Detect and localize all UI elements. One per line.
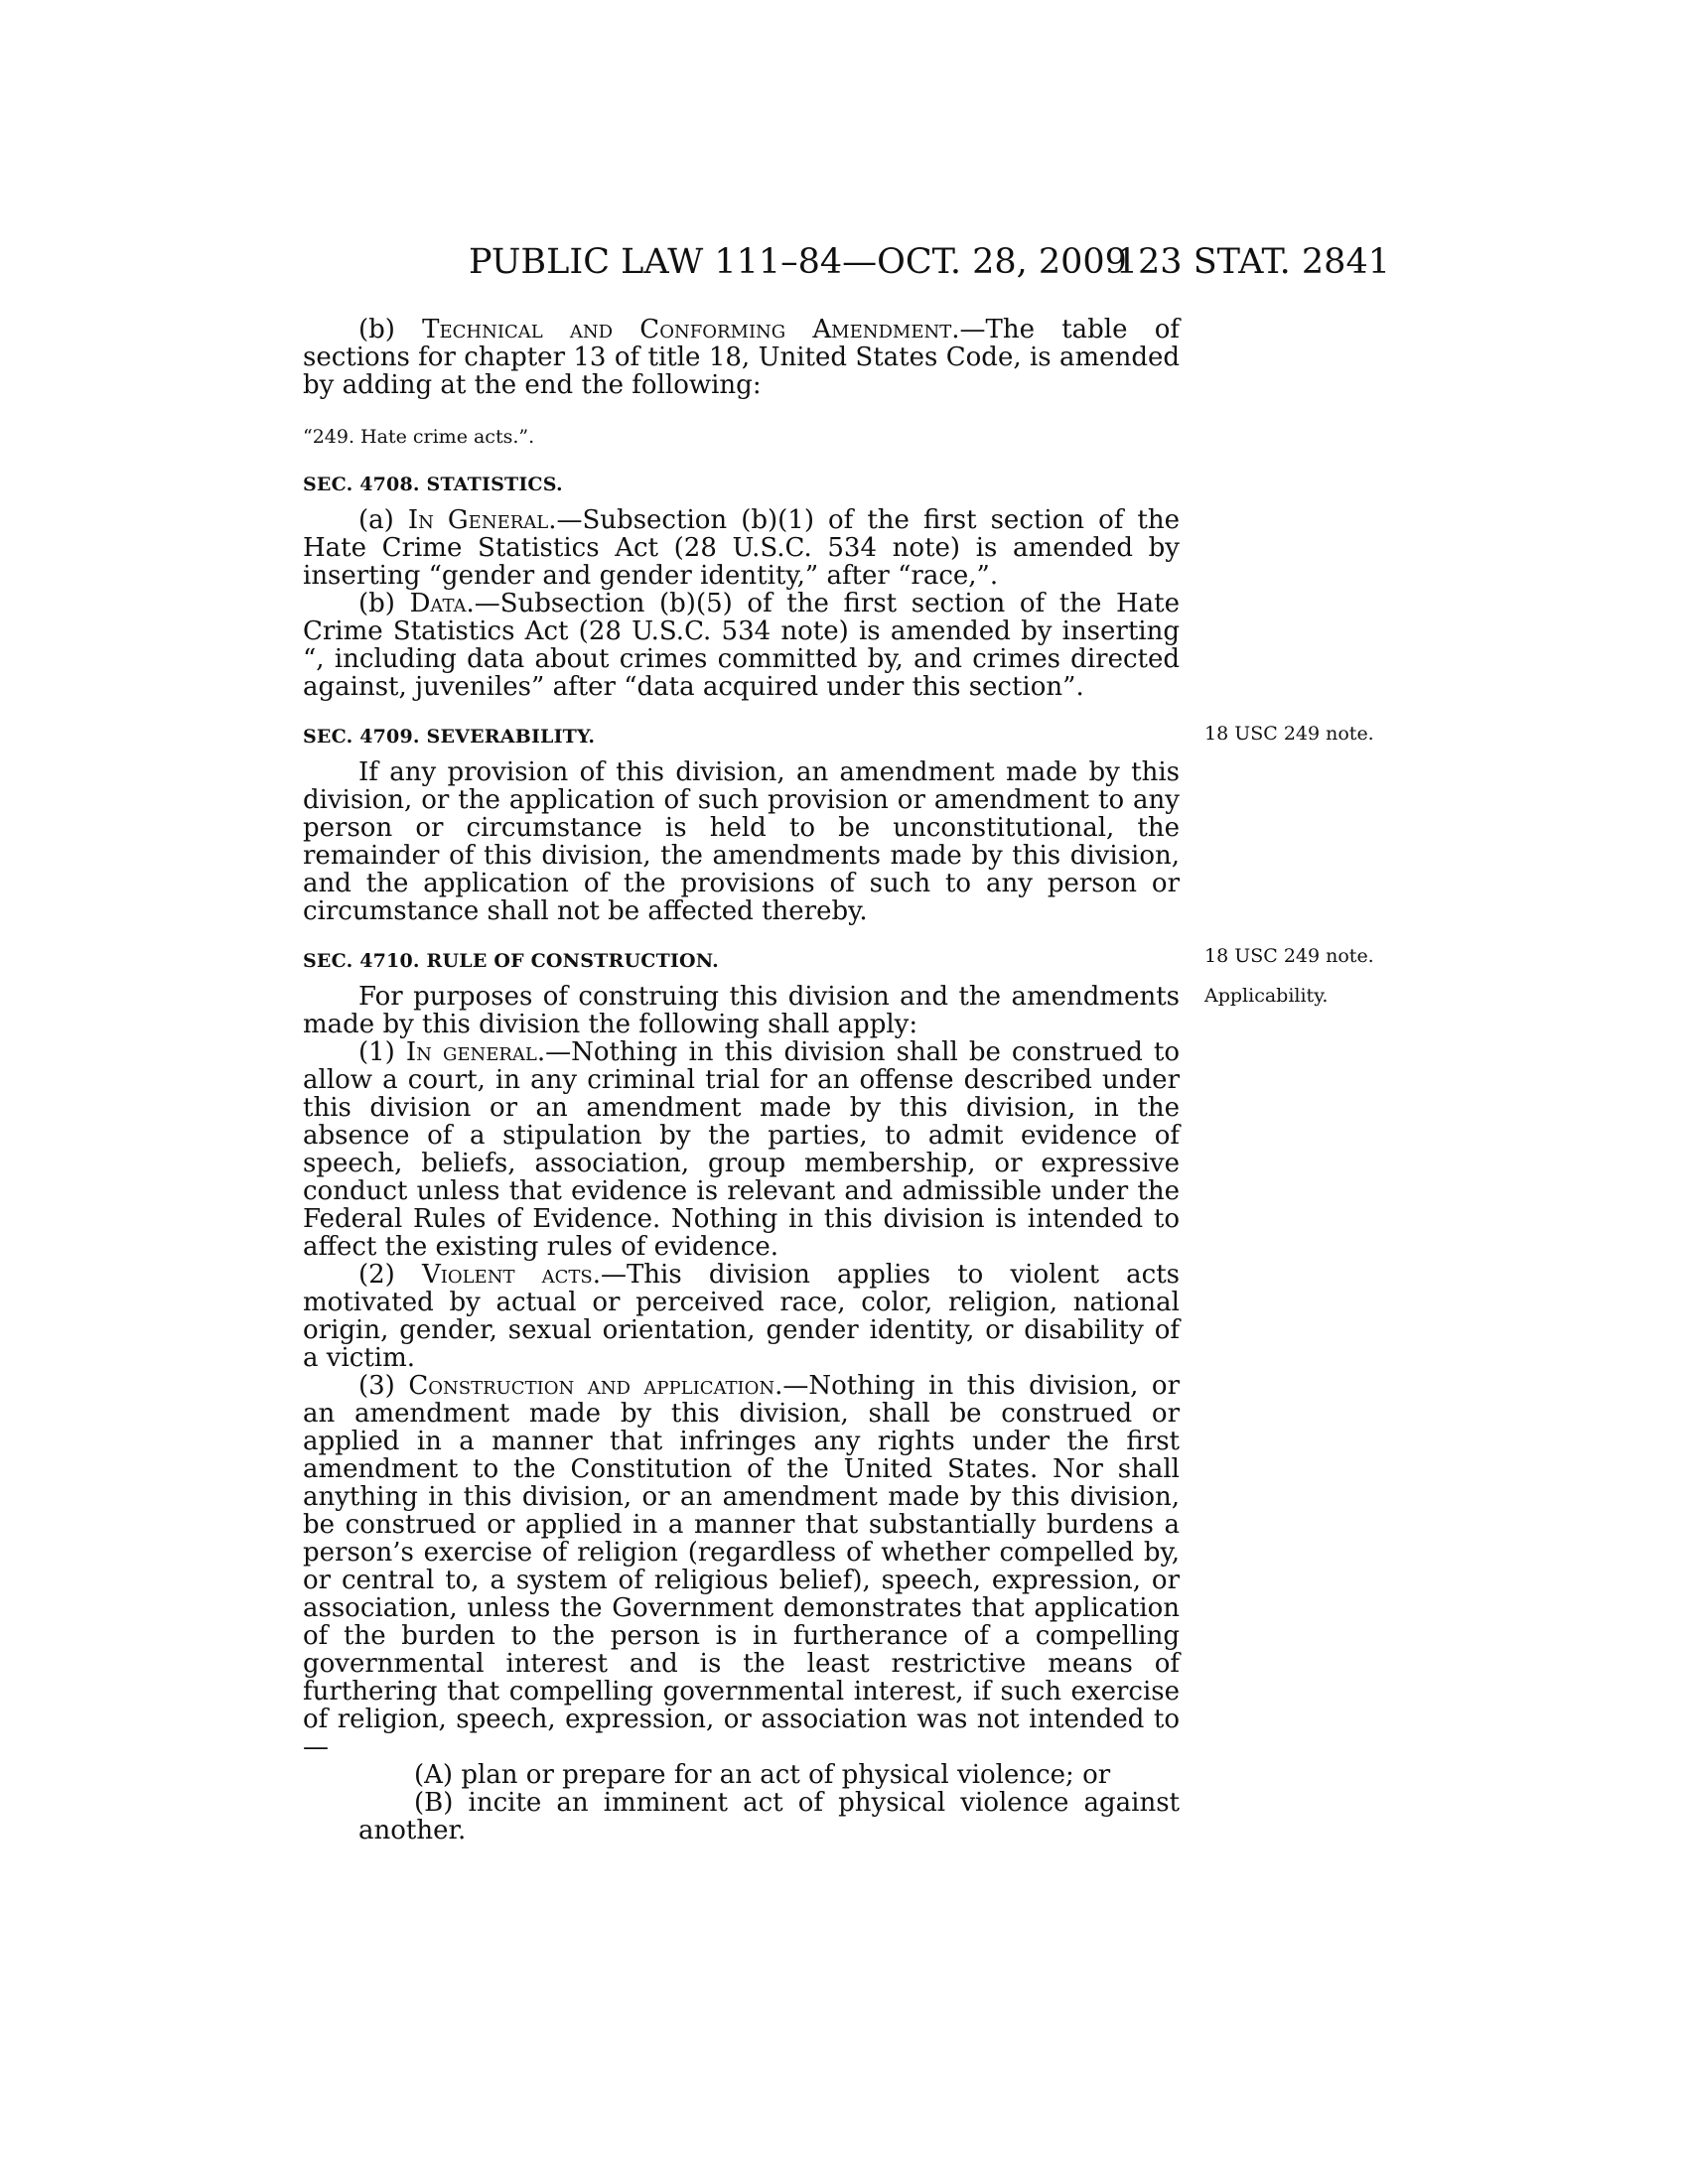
margin-note-4710-citation: 18 USC 249 note. [1204, 945, 1374, 967]
paragraph-heading: Violent acts [421, 1260, 593, 1290]
section-heading-4708: SEC. 4708. STATISTICS. [303, 474, 563, 495]
sec-4707-subsection-b [303, 316, 1180, 399]
spacer [303, 399, 1180, 425]
subsection-text: .—The table of sections for chapter 13 of title 18, United States Code, is amended by adding at the end the following: [303, 315, 1180, 400]
inserted-table-entry: “249. Hate crime acts.”. [303, 426, 535, 448]
paragraph-label: (2) [358, 1260, 422, 1290]
margin-note-4710-applicability: Applicability. [1204, 985, 1329, 1007]
sec-4709-text: If any provision of this division, an amendment made by this division, or the application of such provision or amendment to any person or circumstance is held to be unconstitutional, the remainder of this division, the amendments made by this division, and the application of the provisions of such to any person or circumstance shall not be affected thereby. [303, 757, 1180, 926]
section-heading-4710: SEC. 4710. RULE OF CONSTRUCTION. [303, 950, 719, 972]
subsection-heading: Technical and Conforming Amendment [422, 315, 952, 344]
stat-citation: 123 STAT. 2841 [1115, 242, 1390, 282]
paragraph-heading: In general [405, 1037, 537, 1067]
sec-4710-subparagraph-a: (A) plan or prepare for an act of physical violence; or [414, 1760, 1111, 1790]
sec-4710-subparagraph-b: (B) incite an imminent act of physical violence against another. [358, 1788, 1180, 1845]
subsection-label: (b) [358, 589, 410, 618]
sec-4710-paragraph-1 [303, 1038, 1180, 1261]
subsection-label: (a) [358, 505, 408, 535]
paragraph-heading: Construction and application [408, 1371, 775, 1401]
paragraph-text: .—Nothing in this division shall be construed to allow a court, in any criminal trial for an offense described under this division or an amendment made by this division, in the absence of a stipulation by the parties, to admit evidence of speech, beliefs, association, group membership, or expressive conduct unless that evidence is relevant and admissible under the Federal Rules of Evidence. Nothing in this division is intended to affect the existing rules of evidence. [303, 1037, 1181, 1262]
section-heading-4709: SEC. 4709. SEVERABILITY. [303, 726, 596, 748]
sec-4708-subsection-b [303, 590, 1180, 701]
paragraph-label: (1) [358, 1037, 406, 1067]
document-body [303, 316, 1180, 1844]
sec-4710-paragraph-3 [303, 1372, 1180, 1761]
paragraph-text: .—Nothing in this division, or an amendment made by this division, shall be construed or applied in a manner that infringes any rights under the first amendment to the Constitution of the United States. Nor shall anything in this division, or an amendment made by this division, be construed or applied in a manner that substantially burdens a person’s exercise of religion (regardless of whether compelled by, or central to, a system of religious belief), speech, expression, or association, unless the Government demonstrates that application of the burden to the person is in furtherance of a compelling governmental interest and is the least restrictive means of furthering that compelling governmental interest, if such exercise of religion, speech, expression, or association was not intended to— [303, 1371, 1181, 1762]
law-citation: PUBLIC LAW 111–84—OCT. 28, 2009 [469, 242, 1127, 282]
subsection-text: .—Subsection (b)(1) of the first section of the Hate Crime Statistics Act (28 U.S.C. 534 note) is amended by inserting “gender and gender identity,” after “race,”. [303, 505, 1180, 591]
paragraph-label: (3) [358, 1371, 409, 1401]
subsection-heading: In General [407, 505, 549, 535]
subsection-heading: Data [409, 589, 467, 618]
sec-4710-intro: For purposes of construing this division and the amendments made by this division the following shall apply: [303, 982, 1180, 1039]
margin-note-4709: 18 USC 249 note. [1204, 723, 1374, 745]
sec-4708-subsection-a [303, 506, 1180, 590]
page-header [298, 242, 1390, 292]
sec-4710-paragraph-2 [303, 1261, 1180, 1372]
subsection-text: .—Subsection (b)(5) of the first section of the Hate Crime Statistics Act (28 U.S.C. 534 note) is amended by inserting “, including data about crimes committed by, and crimes directed against, juveniles” after “data acquired under this section”. [303, 589, 1180, 702]
paragraph-text: .—This division applies to violent acts motivated by actual or perceived race, color, religion, national origin, gender, sexual orientation, gender identity, or disability of a victim. [303, 1260, 1180, 1373]
subsection-label: (b) [358, 315, 423, 344]
